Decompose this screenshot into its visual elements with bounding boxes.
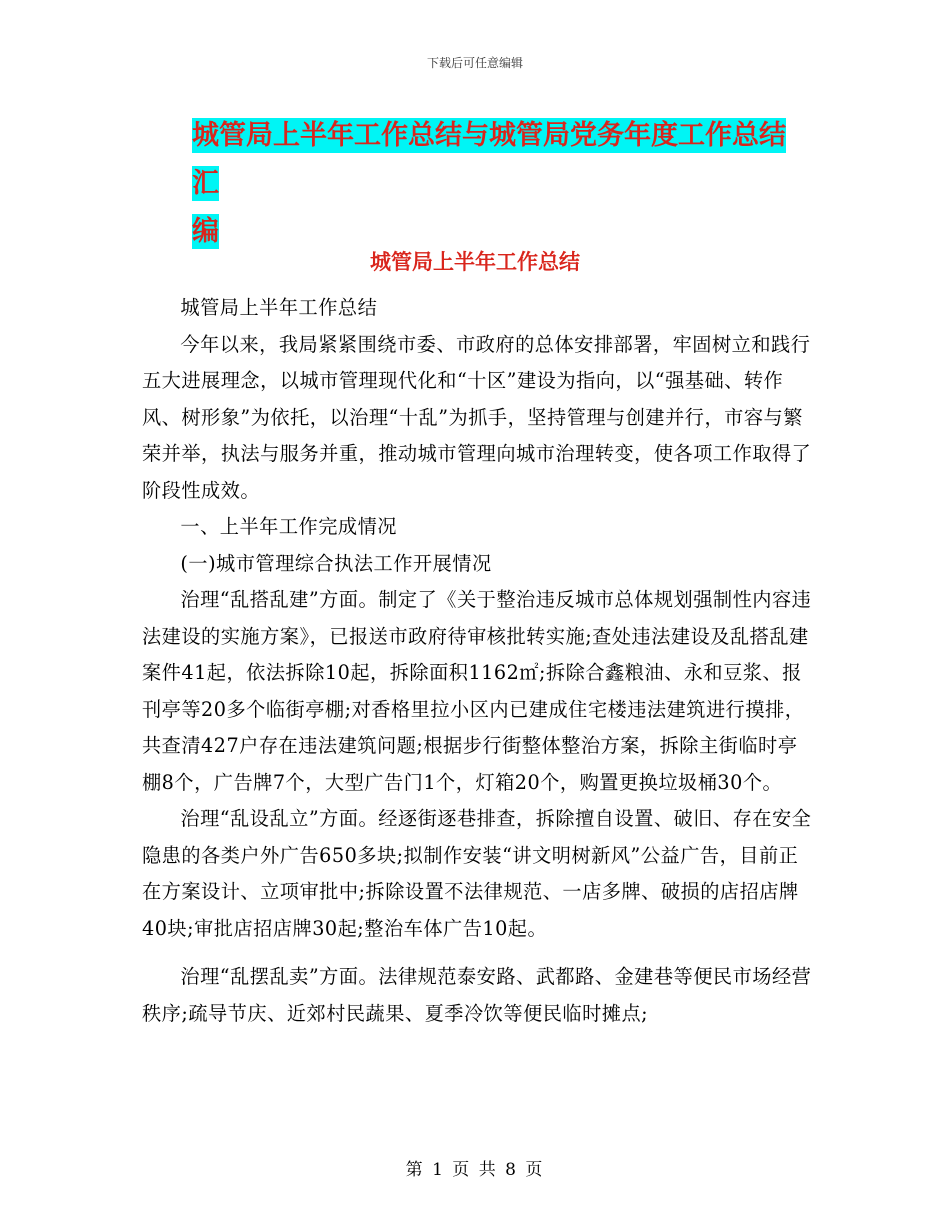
paragraph: (一)城市管理综合执法工作开展情况: [180, 551, 492, 575]
header-note: 下载后可任意编辑: [426, 56, 523, 70]
paragraph: 治理“乱设乱立”方面。经逐街逐巷排查，拆除擅自设置、破旧、存在安全隐患的各类户外广告650多块;拟制作安装“讲文明树新风”公益广告，目前正在方案设计、立项审批中;拆除设置不法律规范、一店多牌、破损的店招店牌40块;审批店招店牌30起;整治车体广告10起。: [142, 807, 812, 940]
paragraph: 城管局上半年工作总结: [180, 296, 378, 319]
paragraph: 今年以来，我局紧紧围绕市委、市政府的总体安排部署，牢固树立和践行五大进展理念，以城市管理现代化和“十区”建设为指向，以“强基础、转作风、树形象”为依托，以治理“十乱”为抓手，坚持管理与创建并行，市容与繁荣并举，执法与服务并重，推动城市管理向城市治理转变，使各项工作取得了阶段性成效。: [142, 332, 812, 502]
body-text: [142, 290, 812, 1032]
section-title: 城管局上半年工作总结: [370, 250, 580, 274]
document-title-line-1: 城管局上半年工作总结与城管局党务年度工作总结汇: [192, 120, 786, 199]
paragraph: 一、上半年工作完成情况: [180, 515, 397, 538]
paragraph: 治理“乱搭乱建”方面。制定了《关于整治违反城市总体规划强制性内容违法建设的实施方案》，已报送市政府待审核批转实施;查处违法建设及乱搭乱建案件41起，依法拆除10起，拆除面积1162㎡;拆除合鑫粮油、永和豆浆、报刊亭等20多个临街亭棚;对香格里拉小区内已建成住宅楼违法建筑进行摸排，共查清427户存在违法建筑问题;根据步行街整体整治方案，拆除主街临时亭棚8个，广告牌7个，大型广告门1个，灯箱20个，购置更换垃圾桶30个。: [142, 588, 812, 794]
paragraph: 治理“乱摆乱卖”方面。法律规范泰安路、武都路、金建巷等便民市场经营秩序;疏导节庆、近郊村民蔬果、夏季冷饮等便民临时摊点;: [142, 965, 812, 1025]
page-footer: 第 1 页 共 8 页: [405, 1160, 545, 1180]
document-title-line-2: 编: [192, 216, 219, 247]
document-title: [192, 112, 812, 256]
